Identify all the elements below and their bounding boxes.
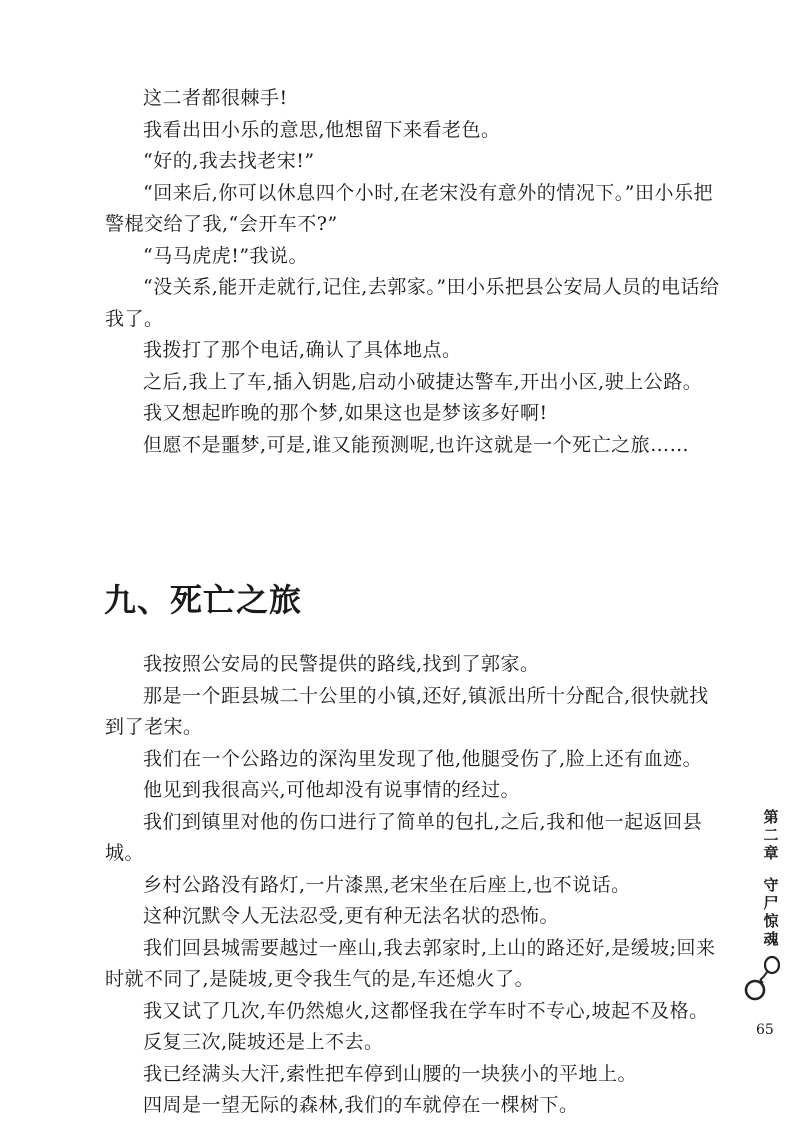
- paragraph: “好的,我去找老宋!”: [143, 150, 315, 172]
- paragraph: 但愿不是噩梦,可是,谁又能预测呢,也许这就是一个死亡之旅……: [143, 433, 690, 456]
- paragraph: 乡村公路没有路灯,一片漆黑,老宋坐在后座上,也不说话。: [143, 873, 631, 896]
- paragraph: “马马虎虎!”我说。: [143, 244, 309, 267]
- running-head-chapter: 第 二 章: [763, 808, 779, 862]
- paragraph: 我们到镇里对他的伤口进行了简单的包扎,之后,我和他一起返回县城。: [105, 810, 703, 864]
- running-head-title: 守 尸 惊 魂: [763, 876, 779, 948]
- paragraph: “没关系,能开走就行,记住,去郭家。”田小乐把县公安局人员的电话给我了。: [105, 276, 720, 330]
- section-1-text: [105, 83, 720, 461]
- paragraph: 那是一个距县城二十公里的小镇,还好,镇派出所十分配合,很快就找到了老宋。: [105, 684, 709, 738]
- paragraph: 他见到我很高兴,可他却没有说事情的经过。: [143, 779, 521, 801]
- running-head-vertical: [761, 808, 781, 948]
- paragraph: “回来后,你可以休息四个小时,在老宋没有意外的情况下。”田小乐把警棍交给了我,“会开车不?”: [105, 181, 714, 235]
- section-heading: 九、死亡之旅: [104, 581, 303, 619]
- paragraph: 反复三次,陡坡还是上不去。: [143, 1031, 384, 1053]
- paragraph: 四周是一望无际的森林,我们的车就停在一棵树下。: [143, 1094, 579, 1116]
- paragraph: 之后,我上了车,插入钥匙,启动小破捷达警车,开出小区,驶上公路。: [143, 370, 703, 393]
- paragraph: 这种沉默令人无法忍受,更有种无法名状的恐怖。: [143, 905, 560, 927]
- handcuffs-icon: [742, 955, 782, 1001]
- paragraph: 我们回县城需要越过一座山,我去郭家时,上山的路还好,是缓坡;回来时就不同了,是陡坡,更令我生气的是,车还熄火了。: [105, 936, 716, 990]
- paragraph: 我们在一个公路边的深沟里发现了他,他腿受伤了,脸上还有血迹。: [143, 747, 703, 770]
- section-2-text: [105, 649, 720, 1122]
- paragraph: 我又试了几次,车仍然熄火,这都怪我在学车时不专心,坡起不及格。: [143, 999, 709, 1022]
- paragraph: 我已经满头大汗,索性把车停到山腰的一块狭小的平地上。: [143, 1062, 638, 1085]
- paragraph: 我按照公安局的民警提供的路线,找到了郭家。: [143, 653, 540, 675]
- paragraph: 我又想起昨晚的那个梦,如果这也是梦该多好啊!: [143, 402, 548, 424]
- paragraph: 我拨打了那个电话,确认了具体地点。: [143, 339, 462, 361]
- page-number: 65: [756, 1022, 774, 1038]
- paragraph: 我看出田小乐的意思,他想留下来看老色。: [143, 118, 501, 141]
- paragraph: 这二者都很棘手!: [143, 87, 288, 109]
